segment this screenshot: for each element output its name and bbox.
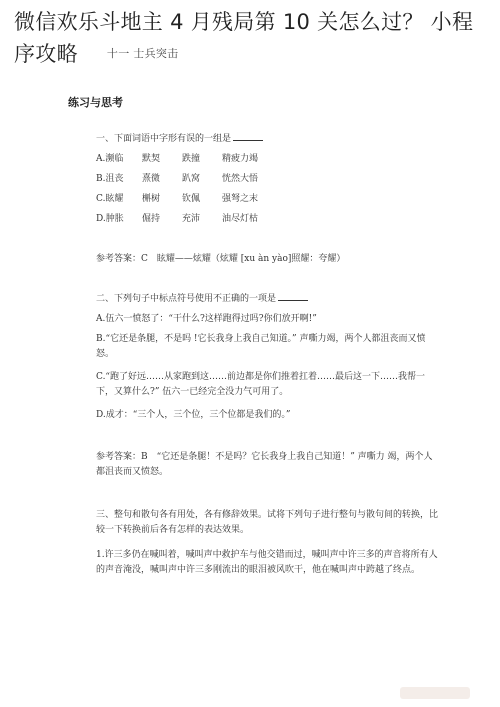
- question-2-answer: 参考答案：B “它还是条腿！不是吗？它长我身上我自己知道！” 声嘶力 竭，两个人都沮丧而又愤怒。: [96, 452, 433, 477]
- option-word: B.沮丧: [96, 174, 124, 184]
- section-heading: 练习与思考: [68, 96, 123, 109]
- page-title-text: 微信欢乐斗地主 4 月残局第 10 关怎么过？ 小程序攻略: [14, 10, 474, 66]
- option-word: 熹微: [142, 174, 161, 184]
- question-3-stem: 三、整句和散句各有用处，各有修辞效果。试将下列句子进行整句与散句间的转换，比较一下转换前后各有怎样的表达效果。: [96, 510, 439, 535]
- question-2-option-c: C.“跑了好远……从家跑到这……前边都是你们推着扛着……最后这一下……我帮一下，又算什么?” 伍六一已经完全没力气可用了。: [96, 372, 426, 397]
- question-2-option-b: B.“它还是条腿，不是吗 !它长我身上我自己知道。” 声嘶力竭，两个人都沮丧而又愤怒。: [96, 334, 426, 359]
- question-1-option-d: [96, 212, 258, 226]
- page-title: [14, 6, 490, 70]
- question-1-option-b: [96, 172, 258, 186]
- option-word: 槲树: [142, 194, 161, 204]
- answer-blank: [278, 292, 308, 301]
- question-1-stem: [96, 132, 263, 146]
- option-word: 倔持: [142, 214, 161, 224]
- chapter-label: 十一 士兵突击: [106, 47, 179, 60]
- option-word: 趴窝: [182, 174, 201, 184]
- question-1-answer: 参考答案：C 眩耀——炫耀（炫耀 [xu àn yào]照耀：夸耀）: [96, 254, 346, 264]
- option-word: 默契: [142, 154, 161, 164]
- answer-blank: [233, 132, 263, 141]
- option-word: C.眩耀: [96, 194, 124, 204]
- question-3-item-1: 1.许三多仍在喊叫着，喊叫声中救护车与他交错而过，喊叫声中许三多的声音将所有人的声音淹没，喊叫声中许三多刚流出的眼泪被风吹干，他在喊叫声中跨越了终点。: [96, 550, 438, 575]
- option-word: 强弩之末: [222, 194, 259, 204]
- option-word: 钦佩: [182, 194, 201, 204]
- option-word: 油尽灯枯: [222, 214, 259, 224]
- option-word: A.濒临: [96, 154, 124, 164]
- option-word: 精疲力竭: [222, 154, 259, 164]
- option-word: 充沛: [182, 214, 201, 224]
- question-2-text: 二、下列句子中标点符号使用不正确的一项是: [96, 294, 277, 304]
- question-2-option-a: A.伍六一愤怒了：“干什么?这样跑得过吗?你们放开啊!”: [96, 314, 317, 324]
- question-2-option-d: D.成才：“三个人，三个位，三个位都是我们的。”: [96, 410, 291, 420]
- question-1-option-c: [96, 192, 258, 206]
- option-word: 恍然大悟: [222, 174, 259, 184]
- watermark: [400, 687, 470, 699]
- question-2-stem: [96, 292, 308, 306]
- document-image: [0, 80, 500, 707]
- question-1-text: 一、下面词语中字形有误的一组是: [96, 134, 232, 144]
- option-word: D.肿胀: [96, 214, 124, 224]
- option-word: 跌撞: [182, 154, 201, 164]
- question-1-option-a: [96, 152, 258, 166]
